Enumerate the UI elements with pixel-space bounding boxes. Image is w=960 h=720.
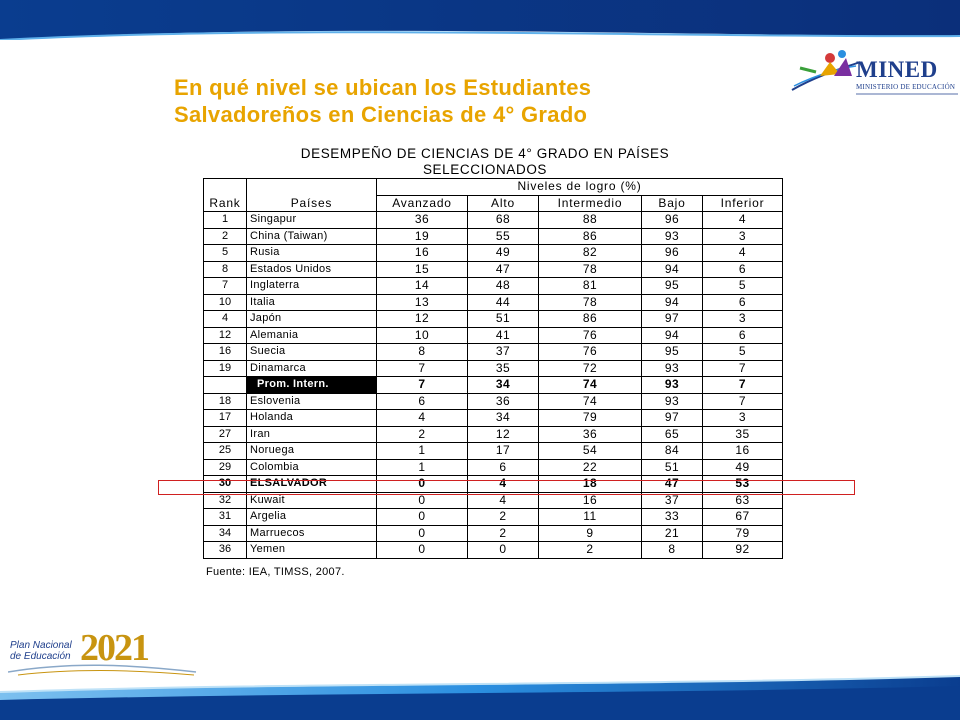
cell-rank: 7 — [204, 278, 247, 295]
cell-intermedio: 86 — [539, 228, 642, 245]
cell-rank — [204, 377, 247, 394]
cell-inferior: 6 — [703, 294, 783, 311]
cell-alto: 36 — [468, 393, 539, 410]
slide-title-line-2: Salvadoreños en Ciencias de 4° Grado — [174, 102, 588, 127]
cell-alto: 2 — [468, 525, 539, 542]
table-row — [204, 327, 783, 344]
cell-inferior: 3 — [703, 311, 783, 328]
cell-intermedio: 74 — [539, 377, 642, 394]
cell-alto: 47 — [468, 261, 539, 278]
plan-text-line-1: Plan Nacional — [10, 640, 72, 651]
cell-rank: 2 — [204, 228, 247, 245]
column-header-country: Países — [247, 179, 377, 212]
science-performance-table — [203, 178, 783, 559]
cell-avanzado: 6 — [377, 393, 468, 410]
cell-inferior: 3 — [703, 228, 783, 245]
cell-bajo: 97 — [642, 410, 703, 427]
cell-rank: 34 — [204, 525, 247, 542]
cell-avanzado: 0 — [377, 476, 468, 493]
cell-rank: 12 — [204, 327, 247, 344]
table-row — [204, 393, 783, 410]
cell-inferior: 67 — [703, 509, 783, 526]
cell-intermedio: 82 — [539, 245, 642, 262]
cell-avanzado: 16 — [377, 245, 468, 262]
cell-bajo: 84 — [642, 443, 703, 460]
slide-title — [174, 74, 734, 128]
cell-avanzado: 19 — [377, 228, 468, 245]
cell-bajo: 93 — [642, 228, 703, 245]
cell-inferior: 79 — [703, 525, 783, 542]
cell-avanzado: 7 — [377, 377, 468, 394]
cell-intermedio: 86 — [539, 311, 642, 328]
cell-inferior: 6 — [703, 327, 783, 344]
cell-intermedio: 81 — [539, 278, 642, 295]
cell-alto: 51 — [468, 311, 539, 328]
cell-bajo: 94 — [642, 327, 703, 344]
cell-alto: 44 — [468, 294, 539, 311]
cell-inferior: 16 — [703, 443, 783, 460]
mined-logo — [790, 46, 960, 106]
cell-rank: 1 — [204, 212, 247, 229]
table-heading — [200, 146, 770, 178]
cell-alto: 55 — [468, 228, 539, 245]
column-header-bajo: Bajo — [642, 195, 703, 212]
cell-avanzado: 4 — [377, 410, 468, 427]
cell-country: Argelia — [247, 509, 377, 526]
cell-intermedio: 78 — [539, 294, 642, 311]
cell-rank: 8 — [204, 261, 247, 278]
cell-bajo: 93 — [642, 360, 703, 377]
cell-bajo: 51 — [642, 459, 703, 476]
cell-intermedio: 54 — [539, 443, 642, 460]
cell-intermedio: 72 — [539, 360, 642, 377]
table-row — [204, 245, 783, 262]
cell-rank: 25 — [204, 443, 247, 460]
cell-country: Estados Unidos — [247, 261, 377, 278]
cell-rank: 30 — [204, 476, 247, 493]
cell-intermedio: 18 — [539, 476, 642, 493]
table-row — [204, 228, 783, 245]
cell-rank: 27 — [204, 426, 247, 443]
cell-bajo: 95 — [642, 344, 703, 361]
cell-rank: 4 — [204, 311, 247, 328]
cell-rank: 5 — [204, 245, 247, 262]
cell-rank: 29 — [204, 459, 247, 476]
cell-avanzado: 1 — [377, 459, 468, 476]
top-decorative-band — [0, 0, 960, 40]
table-row — [204, 261, 783, 278]
cell-alto: 6 — [468, 459, 539, 476]
table-row — [204, 443, 783, 460]
cell-country: Japón — [247, 311, 377, 328]
cell-avanzado: 2 — [377, 426, 468, 443]
cell-inferior: 5 — [703, 344, 783, 361]
cell-avanzado: 8 — [377, 344, 468, 361]
cell-bajo: 47 — [642, 476, 703, 493]
cell-bajo: 93 — [642, 393, 703, 410]
cell-inferior: 49 — [703, 459, 783, 476]
cell-country: China (Taiwan) — [247, 228, 377, 245]
table-heading-line-2: SELECCIONADOS — [422, 162, 548, 177]
cell-inferior: 35 — [703, 426, 783, 443]
column-header-alto: Alto — [468, 195, 539, 212]
table-row — [204, 542, 783, 559]
table-row — [204, 212, 783, 229]
cell-bajo: 93 — [642, 377, 703, 394]
cell-avanzado: 36 — [377, 212, 468, 229]
cell-rank: 17 — [204, 410, 247, 427]
cell-rank: 16 — [204, 344, 247, 361]
cell-rank: 36 — [204, 542, 247, 559]
cell-avanzado: 10 — [377, 327, 468, 344]
cell-country: Kuwait — [247, 492, 377, 509]
table-row — [204, 426, 783, 443]
cell-rank: 32 — [204, 492, 247, 509]
column-header-avanzado: Avanzado — [377, 195, 468, 212]
cell-bajo: 37 — [642, 492, 703, 509]
cell-avanzado: 0 — [377, 542, 468, 559]
cell-alto: 68 — [468, 212, 539, 229]
mined-subtitle: MINISTERIO DE EDUCACIÓN — [856, 83, 956, 91]
cell-bajo: 8 — [642, 542, 703, 559]
plan-year: 2021 — [80, 627, 148, 669]
cell-intermedio: 36 — [539, 426, 642, 443]
cell-alto: 17 — [468, 443, 539, 460]
cell-inferior: 53 — [703, 476, 783, 493]
cell-avanzado: 15 — [377, 261, 468, 278]
mined-wordmark: MINED — [856, 57, 938, 82]
cell-intermedio: 78 — [539, 261, 642, 278]
cell-inferior: 3 — [703, 410, 783, 427]
table-row — [204, 410, 783, 427]
table-row — [204, 311, 783, 328]
table-row — [204, 344, 783, 361]
cell-avanzado: 0 — [377, 525, 468, 542]
cell-inferior: 63 — [703, 492, 783, 509]
cell-country: Prom. Intern. — [247, 377, 377, 394]
cell-bajo: 65 — [642, 426, 703, 443]
cell-alto: 34 — [468, 377, 539, 394]
cell-country: Holanda — [247, 410, 377, 427]
cell-country: ELSALVADOR — [247, 476, 377, 493]
slide-title-line-1: En qué nivel se ubican los Estudiantes — [174, 75, 592, 100]
cell-country: Colombia — [247, 459, 377, 476]
cell-country: Alemania — [247, 327, 377, 344]
cell-rank: 18 — [204, 393, 247, 410]
cell-alto: 49 — [468, 245, 539, 262]
cell-inferior: 5 — [703, 278, 783, 295]
cell-inferior: 4 — [703, 212, 783, 229]
el-salvador-highlight-box — [158, 480, 855, 495]
table-heading-line-1: DESEMPEÑO DE CIENCIAS DE 4° GRADO EN PAÍSES — [300, 146, 670, 161]
cell-alto: 41 — [468, 327, 539, 344]
cell-country: Italia — [247, 294, 377, 311]
cell-inferior: 92 — [703, 542, 783, 559]
plan-nacional-text — [10, 640, 72, 662]
cell-alto: 35 — [468, 360, 539, 377]
cell-bajo: 95 — [642, 278, 703, 295]
table-row — [204, 294, 783, 311]
column-header-inferior: Inferior — [703, 195, 783, 212]
cell-bajo: 97 — [642, 311, 703, 328]
cell-bajo: 94 — [642, 261, 703, 278]
column-header-intermedio: Intermedio — [539, 195, 642, 212]
cell-bajo: 21 — [642, 525, 703, 542]
plan-text-line-2: de Educación — [10, 651, 71, 662]
cell-rank: 31 — [204, 509, 247, 526]
cell-avanzado: 7 — [377, 360, 468, 377]
cell-alto: 12 — [468, 426, 539, 443]
cell-avanzado: 14 — [377, 278, 468, 295]
cell-intermedio: 11 — [539, 509, 642, 526]
table-row — [204, 459, 783, 476]
cell-inferior: 7 — [703, 377, 783, 394]
cell-intermedio: 16 — [539, 492, 642, 509]
cell-inferior: 7 — [703, 393, 783, 410]
cell-intermedio: 88 — [539, 212, 642, 229]
cell-intermedio: 22 — [539, 459, 642, 476]
cell-avanzado: 13 — [377, 294, 468, 311]
cell-country: Dinamarca — [247, 360, 377, 377]
table-source-note: Fuente: IEA, TIMSS, 2007. — [206, 566, 345, 578]
cell-alto: 2 — [468, 509, 539, 526]
cell-inferior: 6 — [703, 261, 783, 278]
cell-intermedio: 79 — [539, 410, 642, 427]
table-row — [204, 509, 783, 526]
column-header-rank: Rank — [204, 179, 247, 212]
table-row — [204, 525, 783, 542]
cell-country: Eslovenia — [247, 393, 377, 410]
cell-country: Noruega — [247, 443, 377, 460]
cell-country: Rusia — [247, 245, 377, 262]
cell-inferior: 4 — [703, 245, 783, 262]
table-body — [204, 212, 783, 559]
cell-intermedio: 76 — [539, 327, 642, 344]
cell-country: Iran — [247, 426, 377, 443]
cell-bajo: 96 — [642, 245, 703, 262]
cell-country: Singapur — [247, 212, 377, 229]
cell-avanzado: 0 — [377, 492, 468, 509]
cell-intermedio: 2 — [539, 542, 642, 559]
cell-country: Yemen — [247, 542, 377, 559]
cell-alto: 48 — [468, 278, 539, 295]
column-group-header-levels: Niveles de logro (%) — [377, 179, 783, 196]
cell-avanzado: 1 — [377, 443, 468, 460]
bottom-decorative-band — [0, 672, 960, 720]
cell-alto: 4 — [468, 476, 539, 493]
cell-avanzado: 0 — [377, 509, 468, 526]
cell-alto: 4 — [468, 492, 539, 509]
cell-rank: 19 — [204, 360, 247, 377]
cell-country: Inglaterra — [247, 278, 377, 295]
cell-intermedio: 9 — [539, 525, 642, 542]
cell-alto: 0 — [468, 542, 539, 559]
cell-bajo: 96 — [642, 212, 703, 229]
cell-rank: 10 — [204, 294, 247, 311]
cell-alto: 34 — [468, 410, 539, 427]
cell-country: Suecia — [247, 344, 377, 361]
table-row — [204, 360, 783, 377]
cell-bajo: 94 — [642, 294, 703, 311]
cell-country: Marruecos — [247, 525, 377, 542]
table-row — [204, 377, 783, 394]
cell-bajo: 33 — [642, 509, 703, 526]
cell-inferior: 7 — [703, 360, 783, 377]
cell-avanzado: 12 — [377, 311, 468, 328]
cell-alto: 37 — [468, 344, 539, 361]
cell-intermedio: 76 — [539, 344, 642, 361]
cell-intermedio: 74 — [539, 393, 642, 410]
table-row — [204, 278, 783, 295]
